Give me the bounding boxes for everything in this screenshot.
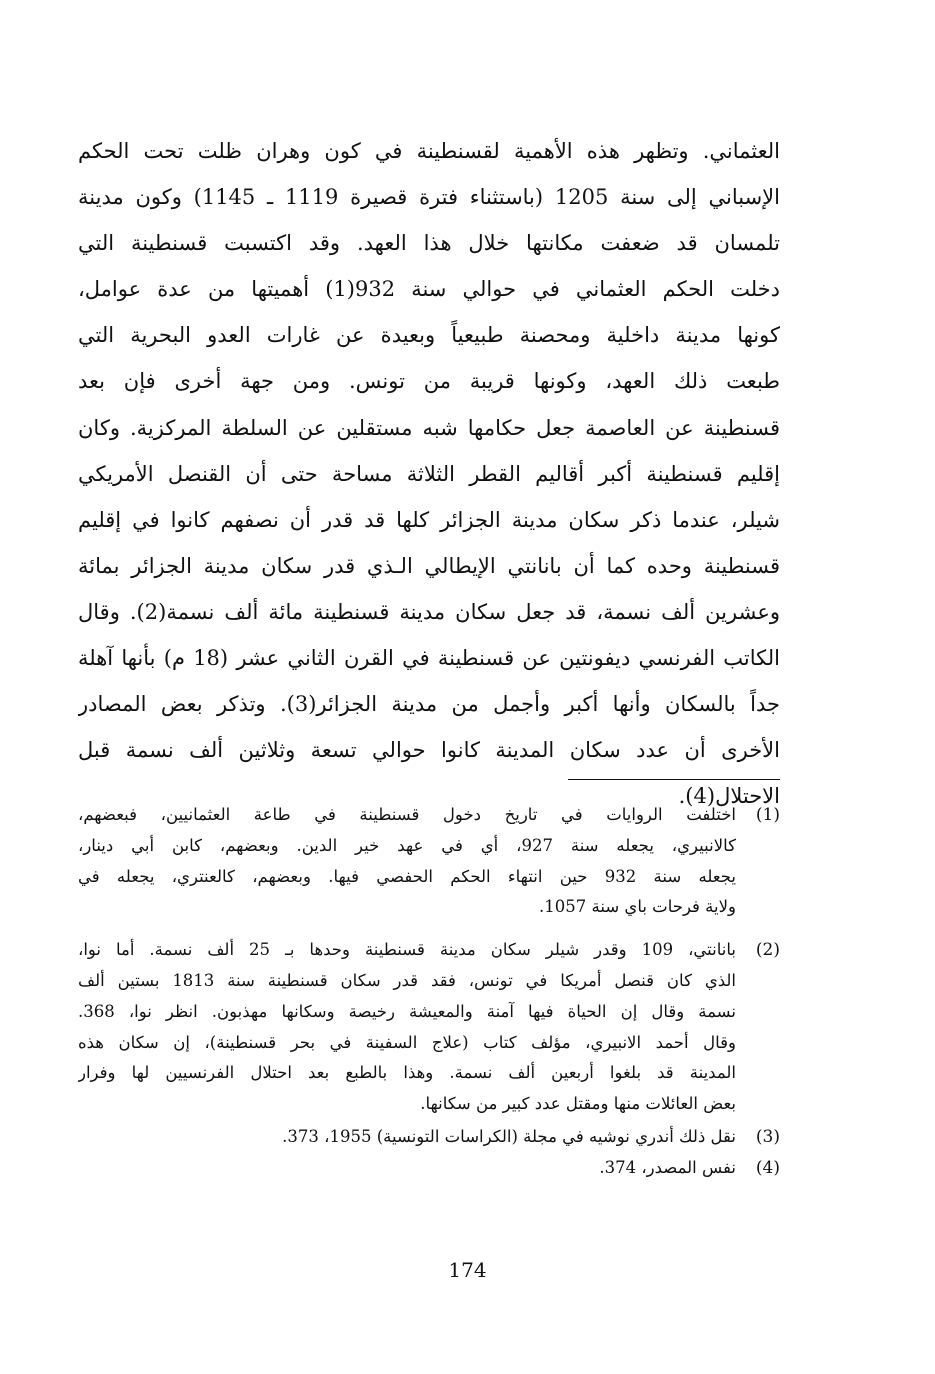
body-line: الأخرى أن عدد سكان المدينة كانوا حوالي تسعة وثلاثين ألف نسمة قبل bbox=[78, 738, 780, 763]
body-text bbox=[78, 128, 780, 819]
footnote-line: نسمة وقال إن الحياة فيها آمنة والمعيشة رخيصة وسكانها مهذبون. انظر نوا، 368. bbox=[78, 1001, 736, 1021]
body-line: الاحتلال(4). bbox=[678, 784, 780, 809]
footnote-number: (2) bbox=[755, 940, 780, 961]
page-number: 174 bbox=[448, 1258, 487, 1282]
body-line: طبعت ذلك العهد، وكونها قريبة من تونس. ومن جهة أخرى فإن بعد bbox=[78, 369, 780, 394]
footnote-4 bbox=[78, 1153, 780, 1184]
footnote-line: بعض العائلات منها ومقتل عدد كبير من سكانها. bbox=[420, 1094, 736, 1114]
footnote-line: وقال أحمد الانبيري، مؤلف كتاب (علاج السفينة في بحر قسنطينة)، إن سكان هذه bbox=[78, 1032, 736, 1052]
body-line: العثماني. وتظهر هذه الأهمية لقسنطينة في كون وهران ظلت تحت الحكم bbox=[78, 139, 780, 163]
footnote-line: ولاية فرحات باي سنة 1057. bbox=[539, 897, 736, 917]
footnote-line: المدينة قد بلغوا أربعين ألف نسمة. وهذا بالطبع بعد احتلال الفرنسيين لها وفرار bbox=[78, 1063, 736, 1083]
body-line: الكاتب الفرنسي ديفونتين عن قسنطينة في القرن الثاني عشر (18 م) بأنها آهلة bbox=[78, 646, 780, 671]
body-line: قسنطينة وحده كما أن بانانتي الإيطالي الـذي قدر سكان مدينة الجزائر بمائة bbox=[78, 553, 780, 578]
body-line: كونها مدينة داخلية ومحصنة طبيعياً وبعيدة عن غارات العدو البحرية التي bbox=[78, 323, 780, 348]
body-line: إقليم قسنطينة أكبر أقاليم القطر الثلاثة مساحة حتى أن القنصل الأمريكي bbox=[78, 461, 780, 486]
footnote-3 bbox=[78, 1122, 780, 1153]
body-line: جداً بالسكان وأنها أكبر وأجمل من مدينة الجزائر(3). وتذكر بعض المصادر bbox=[78, 692, 780, 717]
footnote-line: نقل ذلك أندري نوشيه في مجلة (الكراسات التونسية) 1955، 373. bbox=[282, 1126, 736, 1146]
body-line: قسنطينة عن العاصمة جعل حكامها شبه مستقلين عن السلطة المركزية. وكان bbox=[78, 415, 780, 440]
footnote-number: (1) bbox=[755, 805, 780, 825]
footnotes bbox=[78, 800, 780, 1184]
body-line: الإسباني إلى سنة 1205 (باستثناء فترة قصيرة 1119 ـ 1145) وكون مدينة bbox=[78, 185, 780, 210]
footnote-line: اختلفت الروايات في تاريخ دخول قسنطينة في طاعة العثمانيين، فبعضهم، bbox=[78, 805, 736, 824]
footnote-2 bbox=[78, 935, 780, 1120]
footnote-line: كالانبيري، يجعله سنة 927، أي في عهد خير الدين. وبعضهم، كابن أبي دينار، bbox=[78, 835, 736, 855]
footnote-number: (4) bbox=[755, 1157, 780, 1178]
footnote-divider bbox=[568, 779, 780, 780]
body-line: وعشرين ألف نسمة، قد جعل سكان مدينة قسنطينة مائة ألف نسمة(2). وقال bbox=[78, 599, 780, 624]
footnote-1 bbox=[78, 800, 780, 923]
footnote-line: يجعله سنة 932 حين انتهاء الحكم الحفصي فيها. وبعضهم، كالعنتري، يجعله في bbox=[78, 866, 736, 886]
footnote-number: (3) bbox=[755, 1126, 780, 1147]
footnote-line: نفس المصدر، 374. bbox=[599, 1157, 736, 1177]
body-line: شيلر، عندما ذكر سكان مدينة الجزائر كلها قد قدر أن نصفهم كانوا في إقليم bbox=[78, 507, 780, 532]
footnote-line: بانانتي، 109 وقدر شيلر سكان مدينة قسنطينة وحدها بـ 25 ألف نسمة. أما نوا، bbox=[78, 940, 736, 960]
footnote-line: الذي كان قنصل أمريكا في تونس، فقد قدر سكان قسنطينة سنة 1813 بستين ألف bbox=[78, 970, 736, 990]
body-line: دخلت الحكم العثماني في حوالي سنة 932(1) أهميتها من عدة عوامل، bbox=[78, 277, 780, 302]
body-line: تلمسان قد ضعفت مكانتها خلال هذا العهد. وقد اكتسبت قسنطينة التي bbox=[78, 231, 780, 256]
